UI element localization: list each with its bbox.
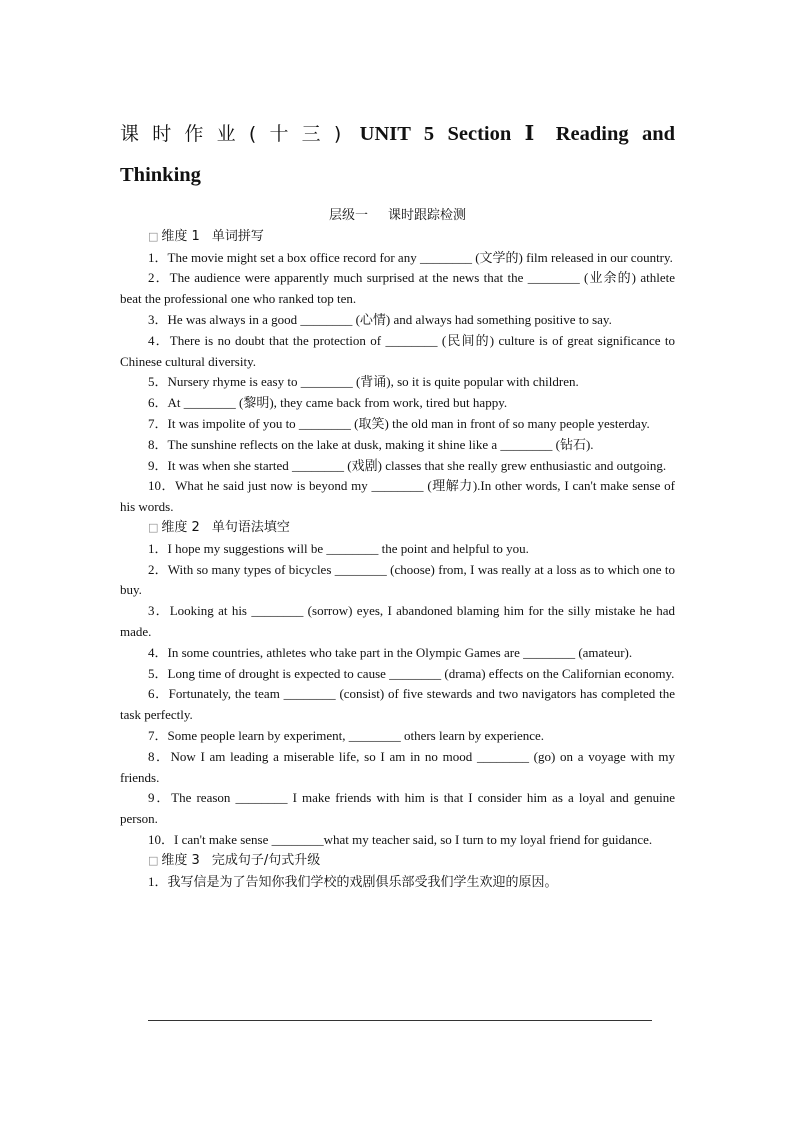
- document-title-line2: Thinking: [120, 164, 201, 186]
- question-item: 10．I can't make sense ________what my teacher said, so I turn to my loyal friend for guidance.: [148, 831, 653, 847]
- question-item: 6．At ________ (黎明), they came back from work, tired but happy.: [148, 395, 508, 411]
- sections: [120, 227, 675, 893]
- checkbox-icon: □: [148, 520, 159, 534]
- question-item: 4．There is no doubt that the protection of ________ (民间的) culture is of great significance to Chinese cultural diversity.: [120, 332, 675, 369]
- section-heading: [120, 851, 675, 872]
- section-label: 维度 3: [161, 852, 200, 868]
- section-heading: [120, 518, 675, 539]
- question-item: 1．我写信是为了告知你我们学校的戏剧俱乐部受我们学生欢迎的原因。: [148, 873, 558, 889]
- question-item: 9．The reason ________ I make friends with him is that I consider him as a loyal and genuine person.: [120, 790, 675, 827]
- section-label: 维度 2: [161, 519, 200, 535]
- question-item: 8．Now I am leading a miserable life, so I am in no mood ________ (go) on a voyage with my friends.: [120, 748, 675, 785]
- section-name: 单句语法填空: [211, 519, 290, 535]
- checkbox-icon: □: [148, 229, 159, 243]
- section-label: 维度 1: [161, 228, 200, 244]
- question-item: 1．I hope my suggestions will be ________ the point and helpful to you.: [148, 540, 529, 556]
- title-reading: Reading and: [555, 123, 676, 145]
- title-section: Section Ⅰ: [447, 123, 543, 145]
- title-cn: 课时作业(十三): [120, 123, 347, 145]
- question-item: 5．Long time of drought is expected to cause ________ (drama) effects on the Californian economy.: [148, 665, 675, 681]
- question-item: 3．He was always in a good ________ (心情) and always had something positive to say.: [148, 311, 612, 327]
- document-page: [120, 114, 675, 892]
- question-item: 3．Looking at his ________ (sorrow) eyes, I abandoned blaming him for the silly mistake he had made.: [120, 603, 675, 639]
- checkbox-icon: □: [148, 853, 159, 867]
- answer-line[interactable]: [148, 1020, 652, 1021]
- question-item: 1．The movie might set a box office record for any ________ (文学的) film released in our country.: [148, 249, 673, 265]
- section-name: 单词拼写: [211, 228, 264, 244]
- title-unit: UNIT 5: [359, 123, 435, 145]
- question-item: 8．The sunshine reflects on the lake at dusk, making it shine like a ________ (钻石).: [148, 436, 594, 452]
- question-item: 9．It was when she started ________ (戏剧) classes that she really grew enthusiastic and outgoing.: [148, 457, 667, 473]
- question-item: 2．With so many types of bicycles ________ (choose) from, I was really at a loss as to which one to buy.: [120, 561, 675, 598]
- section-name: 完成句子/句式升级: [211, 852, 321, 868]
- section-heading: [120, 227, 675, 248]
- question-item: 5．Nursery rhyme is easy to ________ (背诵), so it is quite popular with children.: [148, 374, 579, 390]
- question-item: 10．What he said just now is beyond my ________ (理解力).In other words, I can't make sense of his words.: [120, 478, 675, 515]
- level-name: 课时跟踪检测: [388, 208, 467, 223]
- question-item: 4．In some countries, athletes who take part in the Olympic Games are ________ (amateur).: [148, 644, 633, 660]
- question-item: 7．It was impolite of you to ________ (取笑) the old man in front of so many people yesterday.: [148, 415, 650, 431]
- question-item: 2．The audience were apparently much surprised at the news that the ________ (业余的) athlete beat the professional one who ranked top ten.: [120, 270, 675, 307]
- document-title: [120, 114, 675, 155]
- level-label: 层级一: [328, 208, 368, 223]
- question-item: 7．Some people learn by experiment, ________ others learn by experience.: [148, 727, 545, 743]
- question-item: 6．Fortunately, the team ________ (consist) of five stewards and two navigators has completed the task perfectly.: [120, 686, 675, 723]
- level-heading: [120, 206, 675, 227]
